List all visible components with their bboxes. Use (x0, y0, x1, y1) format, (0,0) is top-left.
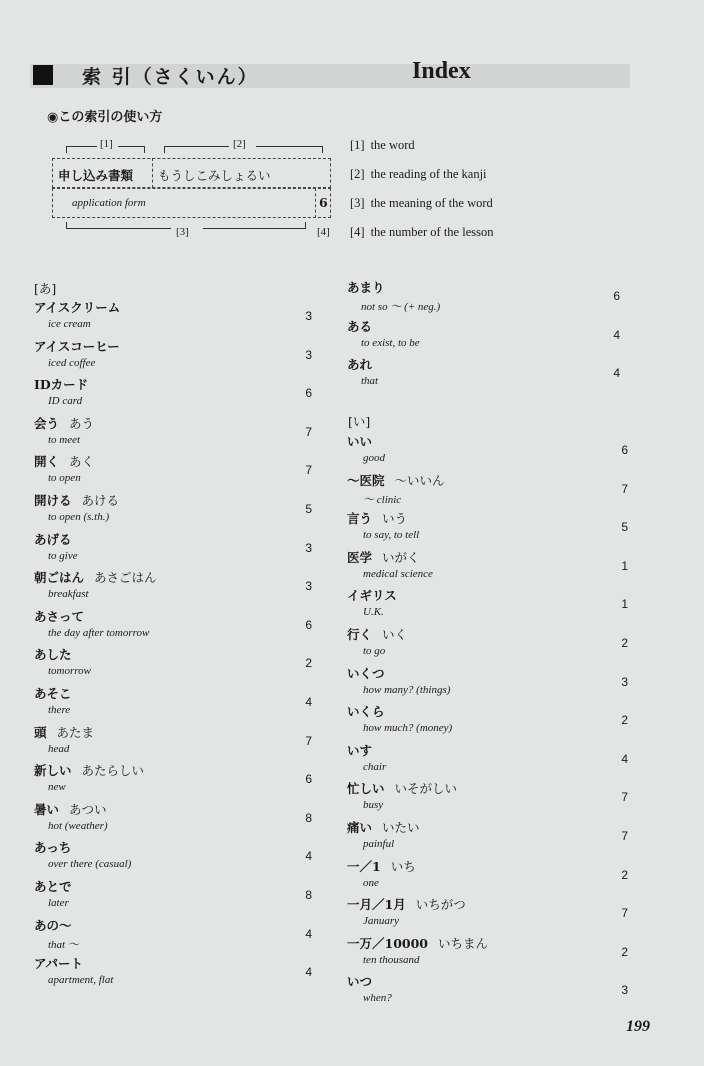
entry-lesson-number: 7 (621, 829, 628, 843)
entry-word-line (34, 800, 107, 818)
section-heading-a: [あ] (34, 281, 57, 296)
entry-word: 朝ごはん (34, 570, 85, 586)
bracket-1-right (118, 146, 145, 153)
entry-word: あれ (347, 357, 373, 373)
entry-word: 忙しい (347, 781, 385, 797)
entry-word: 新しい (34, 763, 72, 779)
entry-word-line (34, 375, 88, 393)
page-title-japanese: 索 引（さくいん） (82, 66, 259, 88)
entry-word: 一万／10000 (347, 935, 428, 951)
entry-lesson-number: 3 (621, 674, 628, 689)
entry-word-line (34, 298, 120, 316)
legend-item-3: [3] the meaning of the word (350, 196, 493, 210)
bracket-3-left (66, 222, 171, 229)
entry-word: アイスコーヒー (34, 338, 120, 354)
entry-meaning: hot (weather) (48, 819, 108, 832)
entry-lesson-number: 2 (621, 636, 628, 650)
usage-title: ◉この索引の使い方 (47, 110, 163, 125)
entry-word-line (347, 586, 397, 604)
entry-word-line (34, 761, 144, 779)
entry-lesson-number: 1 (621, 597, 628, 612)
entry-word-line (34, 491, 119, 509)
entry-reading: あつい (69, 801, 107, 817)
entry-word-line (347, 509, 407, 527)
entry-word: あの〜 (34, 917, 72, 933)
legend-item-1: [1] the word (350, 138, 415, 152)
entry-lesson-number: 3 (305, 309, 312, 323)
entry-meaning: how many? (things) (363, 683, 451, 696)
entry-meaning: that 〜 (48, 938, 79, 951)
entry-word-line (34, 916, 72, 934)
entry-reading: あたらしい (81, 763, 145, 779)
entry-word: あっち (34, 840, 72, 856)
entry-reading: 〜いいん (394, 472, 445, 488)
entry-meaning: ice cream (48, 318, 91, 330)
entry-word-line (347, 779, 457, 797)
entry-word: アイスクリーム (34, 300, 121, 315)
entry-word-line (34, 838, 71, 856)
example-divider (152, 158, 153, 188)
entry-reading: あさごはん (94, 570, 157, 586)
entry-word: 行く (347, 627, 373, 642)
entry-meaning: ID card (48, 395, 83, 408)
bracket-2-right (256, 146, 323, 153)
entry-meaning: medical science (363, 567, 433, 580)
entry-word-line (34, 452, 94, 470)
entry-meaning: chair (363, 760, 387, 773)
entry-word: あさって (34, 608, 85, 624)
entry-meaning: over there (casual) (48, 858, 132, 871)
entry-lesson-number: 6 (305, 772, 312, 787)
entry-word-line (347, 741, 372, 759)
entry-word: 暑い (34, 801, 60, 817)
entry-meaning: head (48, 742, 70, 755)
entry-lesson-number: 2 (621, 867, 628, 882)
entry-reading: いちまん (438, 935, 489, 951)
entry-word-line (347, 895, 466, 913)
entry-meaning: tomorrow (48, 665, 91, 678)
header-square-icon (33, 65, 53, 85)
entry-word-line (347, 625, 407, 643)
entry-word: いい (347, 434, 373, 449)
entry-lesson-number: 6 (305, 617, 312, 632)
entry-word: アパート (34, 956, 84, 972)
entry-reading: いがく (382, 549, 420, 565)
entry-word-line (347, 317, 372, 335)
entry-word: 開ける (34, 493, 72, 508)
diagram-label-4: [4] (317, 226, 330, 238)
entry-meaning: apartment, flat (48, 974, 114, 987)
entry-word: 会う (34, 415, 60, 431)
bracket-3-right (203, 222, 306, 229)
entry-word-line (347, 857, 416, 875)
entry-meaning: to give (48, 549, 78, 562)
entry-lesson-number: 7 (305, 424, 312, 439)
entry-meaning: good (363, 452, 385, 464)
entry-word-line (347, 548, 420, 566)
entry-lesson-number: 1 (621, 558, 628, 573)
entry-word: あした (34, 647, 72, 663)
entry-lesson-number: 7 (305, 733, 312, 748)
entry-lesson-number: 6 (613, 289, 620, 303)
entry-word: いす (347, 742, 373, 758)
entry-reading: いそがしい (394, 781, 458, 797)
entry-lesson-number: 3 (305, 347, 312, 362)
entry-reading: あける (81, 493, 120, 508)
example-reading: もうしこみしょるい (158, 168, 271, 183)
entry-lesson-number: 4 (613, 327, 620, 342)
entry-reading: あく (69, 454, 95, 470)
page-number: 199 (626, 1018, 650, 1035)
entry-lesson-number: 4 (305, 926, 312, 941)
entry-reading: いく (382, 627, 408, 642)
entry-meaning: breakfast (48, 588, 89, 601)
entry-meaning: one (363, 876, 379, 889)
entry-word-line (347, 934, 488, 952)
entry-lesson-number: 5 (621, 520, 628, 535)
entry-word-line (34, 723, 94, 741)
entry-meaning: when? (363, 992, 392, 1005)
entry-word: 〜医院 (347, 472, 385, 488)
entry-word: 開く (34, 454, 60, 470)
entry-meaning: how much? (money) (363, 722, 453, 735)
entry-word: 言う (347, 511, 373, 527)
entry-word-line (347, 818, 420, 836)
entry-word-line (34, 954, 83, 972)
entry-meaning: busy (363, 799, 384, 812)
example-lesson: 6 (319, 195, 328, 210)
entry-meaning: iced coffee (48, 356, 96, 369)
entry-meaning: to go (363, 645, 386, 657)
entry-word-line (34, 645, 72, 663)
entry-word-line (347, 664, 385, 682)
section-heading-i: [い] (348, 414, 371, 429)
entry-lesson-number: 2 (305, 656, 312, 671)
example-word: 申し込み書類 (58, 168, 134, 183)
entry-word-line (34, 877, 72, 895)
entry-reading: いち (390, 858, 416, 874)
entry-meaning: to open (48, 472, 81, 485)
entry-lesson-number: 7 (621, 906, 628, 921)
entry-lesson-number: 3 (305, 579, 312, 594)
legend-item-4: [4] the number of the lesson (350, 225, 494, 239)
bracket-1-left (66, 146, 97, 153)
entry-meaning: ten thousand (363, 953, 420, 966)
entry-word: いつ (347, 974, 373, 990)
entry-word-line (347, 278, 385, 296)
entry-reading: あたま (56, 724, 95, 740)
entry-word: 頭 (34, 724, 47, 740)
entry-meaning: to open (s.th.) (48, 511, 110, 523)
entry-lesson-number: 4 (305, 965, 312, 980)
entry-reading: いたい (382, 820, 420, 835)
entry-lesson-number: 4 (613, 366, 620, 381)
example-meaning: application form (72, 197, 146, 209)
legend-item-2: [2] the reading of the kanji (350, 167, 487, 181)
entry-word: イギリス (347, 588, 397, 604)
entry-meaning: new (48, 781, 66, 794)
entry-reading: あう (69, 415, 95, 431)
entry-lesson-number: 8 (305, 810, 312, 825)
entry-word: ある (347, 318, 373, 334)
entry-word: 医学 (347, 549, 373, 565)
entry-reading: いう (382, 511, 408, 527)
entry-meaning: to say, to tell (363, 529, 420, 542)
diagram-label-3: [3] (176, 226, 189, 238)
entry-word-line (347, 432, 372, 450)
entry-lesson-number: 4 (305, 695, 312, 709)
entry-word: いくら (347, 704, 385, 720)
entry-lesson-number: 8 (305, 888, 312, 902)
entry-meaning: January (363, 915, 400, 928)
bracket-2-left (164, 146, 229, 153)
entry-meaning: 〜 clinic (363, 493, 402, 506)
entry-word-line (34, 607, 84, 625)
entry-meaning: painful (363, 838, 395, 850)
entry-word-line (34, 568, 157, 586)
entry-meaning: to exist, to be (361, 336, 420, 349)
entry-meaning: U.K. (363, 606, 384, 619)
entry-meaning: not so 〜 (+ neg.) (361, 301, 441, 313)
entry-word-line (347, 355, 372, 373)
entry-lesson-number: 6 (305, 386, 312, 401)
entry-word: IDカード (34, 377, 89, 393)
entry-word-line (34, 684, 72, 702)
page-title-english: Index (412, 58, 471, 84)
entry-word: いくつ (347, 665, 385, 681)
entry-lesson-number: 7 (305, 463, 312, 478)
entry-lesson-number: 2 (621, 944, 628, 959)
entry-lesson-number: 4 (305, 849, 312, 864)
entry-meaning: there (48, 704, 71, 716)
entry-word-line (347, 702, 385, 720)
entry-word: あそこ (34, 686, 72, 701)
entry-lesson-number: 4 (621, 751, 628, 766)
entry-lesson-number: 5 (305, 502, 312, 516)
diagram-label-2: [2] (233, 138, 246, 150)
entry-lesson-number: 7 (621, 481, 628, 496)
entry-word: あげる (34, 531, 72, 547)
entry-meaning: to meet (48, 433, 81, 446)
entry-meaning: that (361, 375, 379, 388)
entry-word: 一月／1月 (347, 897, 406, 913)
diagram-label-1: [1] (100, 138, 113, 150)
entry-lesson-number: 3 (621, 983, 628, 998)
example-divider-lesson (315, 188, 316, 218)
entry-meaning: later (48, 897, 69, 909)
entry-word-line (34, 337, 120, 355)
entry-reading: いちがつ (415, 897, 466, 913)
entry-word: 一／1 (347, 858, 381, 874)
entry-word-line (347, 471, 445, 489)
entry-word-line (34, 414, 94, 432)
entry-lesson-number: 2 (621, 713, 628, 728)
entry-meaning: the day after tomorrow (48, 626, 150, 639)
entry-lesson-number: 7 (621, 790, 628, 805)
entry-word: あとで (34, 879, 72, 894)
entry-word: 痛い (347, 820, 373, 835)
entry-lesson-number: 3 (305, 540, 312, 555)
entry-word-line (347, 972, 372, 990)
entry-word-line (34, 530, 72, 548)
entry-lesson-number: 6 (621, 443, 628, 457)
entry-word: あまり (347, 280, 385, 295)
